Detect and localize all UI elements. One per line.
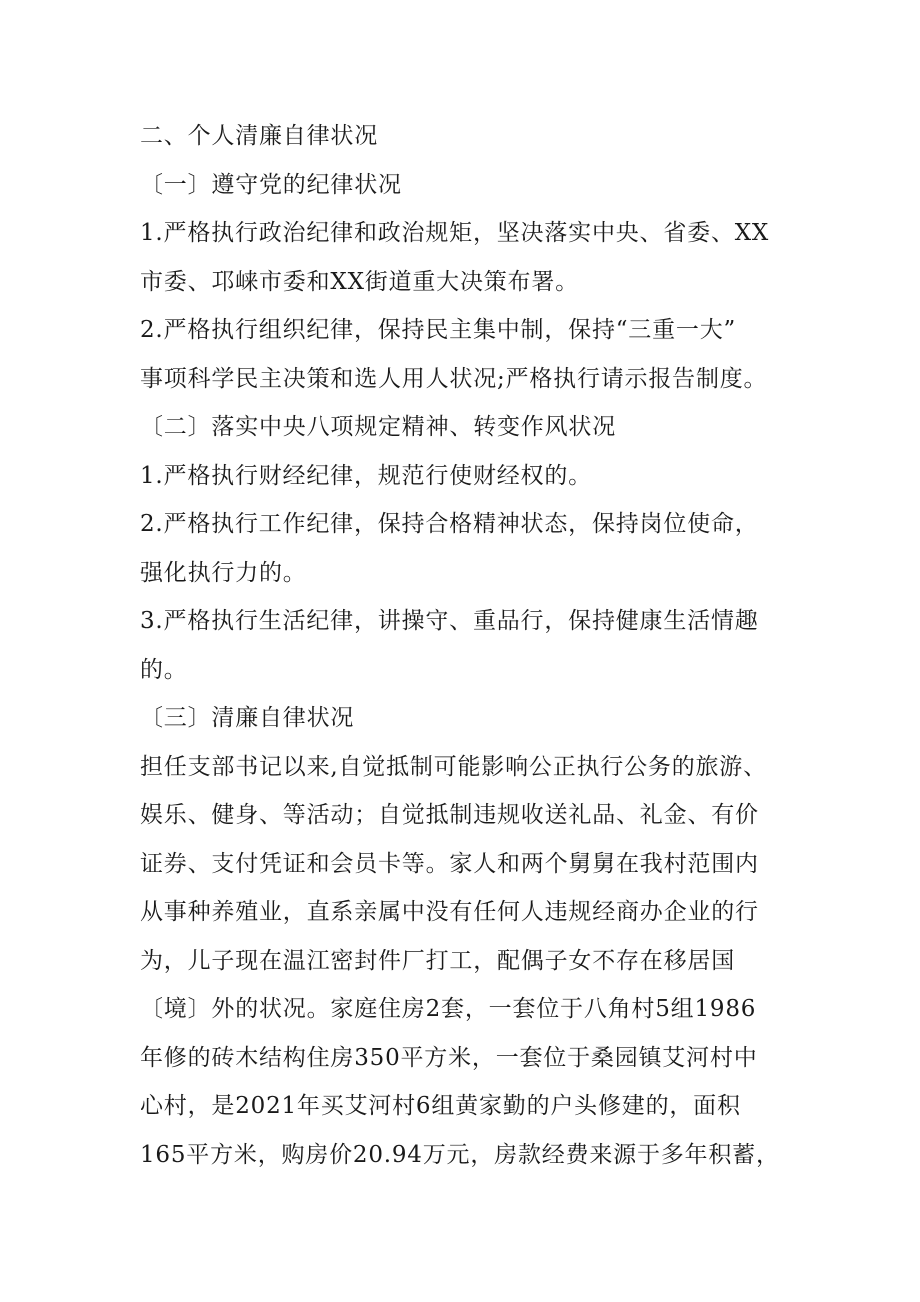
paragraph-line: 市委、邛崃市委和XX街道重大决策布署。 xyxy=(140,268,579,295)
subsection-1-title: 〔一〕遵守党的纪律状况 xyxy=(140,171,402,198)
paragraph-line: 娱乐、健身、等活动；自觉抵制违规收送礼品、礼金、有价 xyxy=(140,802,759,828)
subsection-3-title: 〔三〕清廉自律状况 xyxy=(140,705,355,731)
paragraph-line: 165平方米，购房价20.94万元，房款经费来源于多年积蓄， xyxy=(140,1141,780,1168)
paragraph-line: 1.严格执行政治纪律和政治规矩，坚决落实中央、省委、XX xyxy=(140,220,770,246)
paragraph-line: 证券、支付凭证和会员卡等。家人和两个舅舅在我村范围内 xyxy=(140,850,759,877)
subsection-1-item-2 xyxy=(140,306,790,403)
paragraph-line: 2.严格执行组织纪律，保持民主集中制，保持“三重一大” xyxy=(140,317,737,343)
subsection-3-body xyxy=(140,743,790,1180)
paragraph-line: 为，儿子现在温江密封件厂打工，配偶子女不存在移居国 xyxy=(140,947,735,974)
paragraph-line: 强化执行力的。 xyxy=(140,559,307,586)
paragraph-line: 担任支部书记以来,自觉抵制可能影响公正执行公务的旅游、 xyxy=(140,753,767,780)
subsection-2-item-2 xyxy=(140,500,790,597)
subsection-2-item-1 xyxy=(140,452,790,501)
subsection-2-item-3 xyxy=(140,597,790,694)
paragraph-line: 3.严格执行生活纪律，讲操守、重品行，保持健康生活情趣 xyxy=(140,608,759,634)
paragraph-line: 从事种养殖业，直系亲属中没有任何人违规经商办企业的行 xyxy=(140,899,759,925)
document-page xyxy=(140,112,790,1179)
subsection-1-item-1 xyxy=(140,209,790,306)
paragraph-line: 2.严格执行工作纪律，保持合格精神状态，保持岗位使命， xyxy=(140,511,759,537)
paragraph-line: 年修的砖木结构住房350平方米，一套位于桑园镇艾河村中 xyxy=(140,1044,758,1071)
paragraph-line: 事项科学民主决策和选人用人状况;严格执行请示报告制度。 xyxy=(140,365,768,392)
paragraph-line: 1.严格执行财经纪律，规范行使财经权的。 xyxy=(140,462,592,489)
subsection-2-title: 〔二〕落实中央八项规定精神、转变作风状况 xyxy=(140,414,616,440)
paragraph-line: 的。 xyxy=(140,656,188,683)
section-heading: 二、个人清廉自律状况 xyxy=(140,123,378,149)
paragraph-line: 〔境〕外的状况。家庭住房2套，一套位于八角村5组1986 xyxy=(140,996,757,1022)
paragraph-line: 心村，是2021年买艾河村6组黄家勤的户头修建的，面积 xyxy=(140,1093,741,1119)
